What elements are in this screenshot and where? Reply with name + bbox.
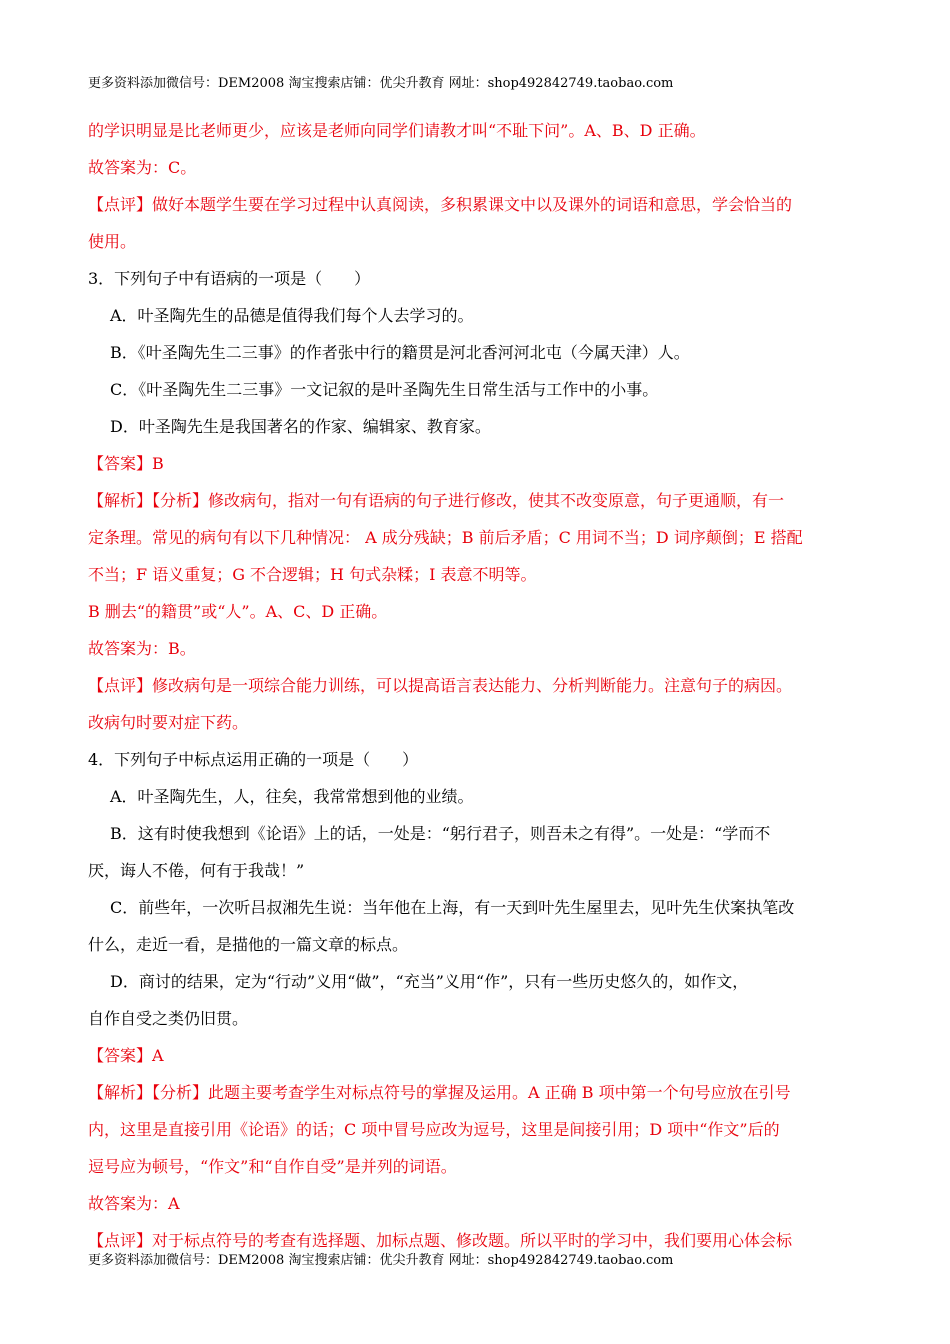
question-3-stem: 3．下列句子中有语病的一项是（ ） bbox=[88, 269, 371, 288]
text-line: 改病句时要对症下药。 bbox=[88, 713, 249, 732]
text-line: 使用。 bbox=[88, 232, 137, 251]
question-3-option-b: B．《叶圣陶先生二三事》的作者张中行的籍贯是河北香河河北屯（今属天津）人。 bbox=[110, 343, 690, 362]
text-line: 【解析】【分析】修改病句，指对一句有语病的句子进行修改，使其不改变原意，句子更通顺，有一 bbox=[88, 491, 785, 510]
text-line: 【解析】【分析】此题主要考查学生对标点符号的掌握及运用。A 正确 B 项中第一个句号应放在引号 bbox=[88, 1083, 791, 1102]
text-line: 定条理。常见的病句有以下几种情况： A 成分残缺；B 前后矛盾；C 用词不当；D 词序颠倒；E 搭配 bbox=[88, 528, 803, 547]
page-footer: 更多资料添加微信号：DEM2008 淘宝搜索店铺：优尖升教育 网址：shop492842749.taobao.com bbox=[88, 1253, 674, 1268]
page-header: 更多资料添加微信号：DEM2008 淘宝搜索店铺：优尖升教育 网址：shop492842749.taobao.com bbox=[88, 76, 674, 91]
question-3-option-d: D．叶圣陶先生是我国著名的作家、编辑家、教育家。 bbox=[110, 417, 491, 436]
question-4-option-b: B．这有时使我想到《论语》上的话，一处是：“躬行君子，则吾未之有得”。一处是：“学而不 bbox=[110, 824, 771, 843]
text-line: 【点评】对于标点符号的考查有选择题、加标点题、修改题。所以平时的学习中，我们要用心体会标 bbox=[88, 1231, 793, 1250]
question-4-stem: 4．下列句子中标点运用正确的一项是（ ） bbox=[88, 750, 419, 769]
text-line: 厌，诲人不倦，何有于我哉！” bbox=[88, 861, 305, 880]
text-line: 【点评】做好本题学生要在学习过程中认真阅读，多积累课文中以及课外的词语和意思，学会恰当的 bbox=[88, 195, 793, 214]
text-line: B 删去“的籍贯”或“人”。A、C、D 正确。 bbox=[88, 602, 388, 621]
text-line: 不当；F 语义重复；G 不合逻辑；H 句式杂糅；I 表意不明等。 bbox=[88, 565, 537, 584]
question-4-option-a: A．叶圣陶先生，人，往矣，我常常想到他的业绩。 bbox=[110, 787, 474, 806]
question-4-answer: 【答案】A bbox=[88, 1046, 164, 1065]
text-line: 内，这里是直接引用《论语》的话；C 项中冒号应改为逗号，这里是间接引用；D 项中“作文”后的 bbox=[88, 1120, 780, 1139]
text-line: 【点评】修改病句是一项综合能力训练，可以提高语言表达能力、分析判断能力。注意句子的病因。 bbox=[88, 676, 793, 695]
text-line: 什么，走近一看，是描他的一篇文章的标点。 bbox=[88, 935, 409, 954]
document-body bbox=[88, 112, 868, 1259]
text-line: 故答案为：C。 bbox=[88, 158, 197, 177]
text-line: 故答案为：A bbox=[88, 1194, 180, 1213]
text-line: 逗号应为顿号，“作文”和“自作自受”是并列的词语。 bbox=[88, 1157, 457, 1176]
question-4-option-d: D．商讨的结果，定为“行动”义用“做”，“充当”义用“作”，只有一些历史悠久的，如作文， bbox=[110, 972, 749, 991]
question-3-option-a: A．叶圣陶先生的品德是值得我们每个人去学习的。 bbox=[110, 306, 474, 325]
question-3-option-c: C．《叶圣陶先生二三事》一文记叙的是叶圣陶先生日常生活与工作中的小事。 bbox=[110, 380, 659, 399]
text-line: 故答案为：B。 bbox=[88, 639, 196, 658]
text-line: 自作自受之类仍旧贯。 bbox=[88, 1009, 249, 1028]
text-line: 的学识明显是比老师更少，应该是老师向同学们请教才叫“不耻下问”。A、B、D 正确。 bbox=[88, 121, 706, 140]
question-4-option-c: C．前些年，一次听吕叔湘先生说：当年他在上海，有一天到叶先生屋里去，见叶先生伏案执笔改 bbox=[110, 898, 795, 917]
question-3-answer: 【答案】B bbox=[88, 454, 164, 473]
